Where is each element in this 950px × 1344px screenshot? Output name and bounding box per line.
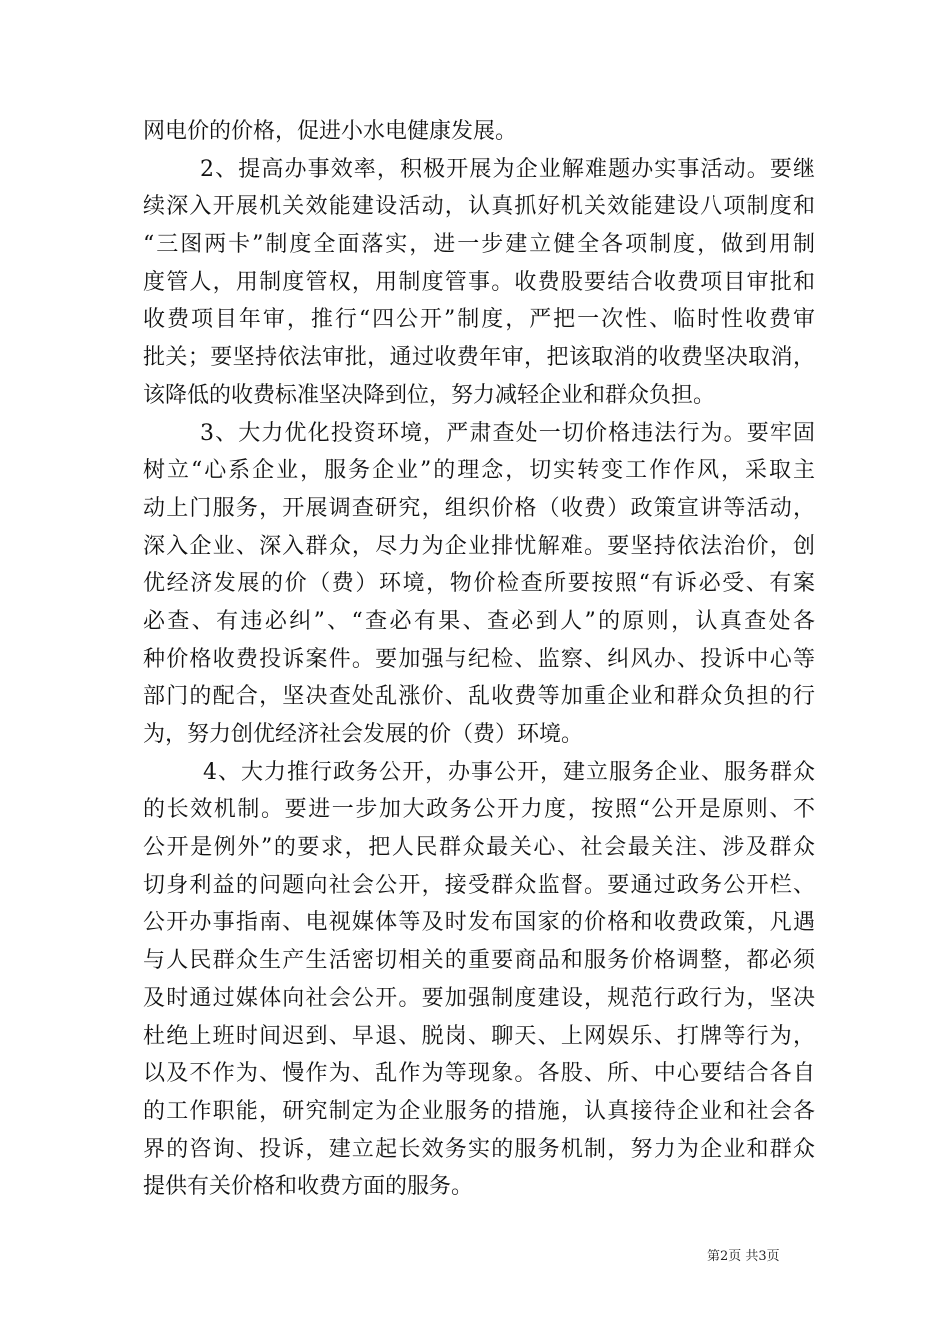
text-line: 该降低的收费标准坚决降到位，努力减轻企业和群众负担。 <box>143 382 716 408</box>
text-line: 种价格收费投诉案件。要加强与纪检、监察、纠风办、投诉中心等 <box>143 646 815 672</box>
text-line: 续深入开展机关效能建设活动，认真抓好机关效能建设八项制度和 <box>143 194 815 220</box>
text-line: 树立“心系企业，服务企业”的理念，切实转变工作作风，采取主 <box>143 458 815 484</box>
text-line: 部门的配合，坚决查处乱涨价、乱收费等加重企业和群众负担的行 <box>143 684 815 710</box>
text-line: 深入企业、深入群众，尽力为企业排忧解难。要坚持依法治价，创 <box>143 533 815 559</box>
text-line: 的长效机制。要进一步加大政务公开力度，按照“公开是原则、不 <box>143 797 815 823</box>
document-body <box>143 113 815 1206</box>
text-line: 动上门服务，开展调查研究，组织价格（收费）政策宣讲等活动， <box>143 495 815 521</box>
text-line: 以及不作为、慢作为、乱作为等现象。各股、所、中心要结合各自 <box>143 1061 815 1087</box>
text-line: 优经济发展的价（费）环境，物价检查所要按照“有诉必受、有案 <box>143 571 815 597</box>
text-line: 提供有关价格和收费方面的服务。 <box>143 1174 474 1200</box>
text-line: 度管人，用制度管权，用制度管事。收费股要结合收费项目审批和 <box>143 269 815 295</box>
text-line: 批关；要坚持依法审批，通过收费年审，把该取消的收费坚决取消， <box>143 345 815 371</box>
text-line: 杜绝上班时间迟到、早退、脱岗、聊天、上网娱乐、打牌等行为， <box>143 1023 815 1049</box>
paragraph-3-start: 3、大力优化投资环境，严肃查处一切价格违法行为。要牢固 <box>200 420 815 446</box>
text-line: 公开是例外”的要求，把人民群众最关心、社会最关注、涉及群众 <box>143 835 815 861</box>
text-line: 及时通过媒体向社会公开。要加强制度建设，规范行政行为，坚决 <box>143 985 815 1011</box>
text-line: 的工作职能，研究制定为企业服务的措施，认真接待企业和社会各 <box>143 1098 815 1124</box>
text-line: 为，努力创优经济社会发展的价（费）环境。 <box>143 722 584 747</box>
paragraph-4-start: 4、大力推行政务公开，办事公开，建立服务企业、服务群众 <box>203 759 815 785</box>
text-line: “三图两卡”制度全面落实，进一步建立健全各项制度，做到用制 <box>143 232 815 258</box>
paragraph-2-start: 2、提高办事效率，积极开展为企业解难题办实事活动。要继 <box>200 156 815 182</box>
text-line: 网电价的价格，促进小水电健康发展。 <box>143 119 518 144</box>
page-number-footer: 第2页 共3页 <box>707 1249 780 1264</box>
text-line: 与人民群众生产生活密切相关的重要商品和服务价格调整，都必须 <box>143 948 815 974</box>
text-line: 界的咨询、投诉，建立起长效务实的服务机制，努力为企业和群众 <box>143 1136 815 1162</box>
text-line: 收费项目年审，推行“四公开”制度，严把一次性、临时性收费审 <box>143 307 815 333</box>
text-line: 必查、有违必纠”、“查必有果、查必到人”的原则，认真查处各 <box>143 608 815 634</box>
text-line: 公开办事指南、电视媒体等及时发布国家的价格和收费政策，凡遇 <box>143 910 815 936</box>
text-line: 切身利益的问题向社会公开，接受群众监督。要通过政务公开栏、 <box>143 872 815 898</box>
